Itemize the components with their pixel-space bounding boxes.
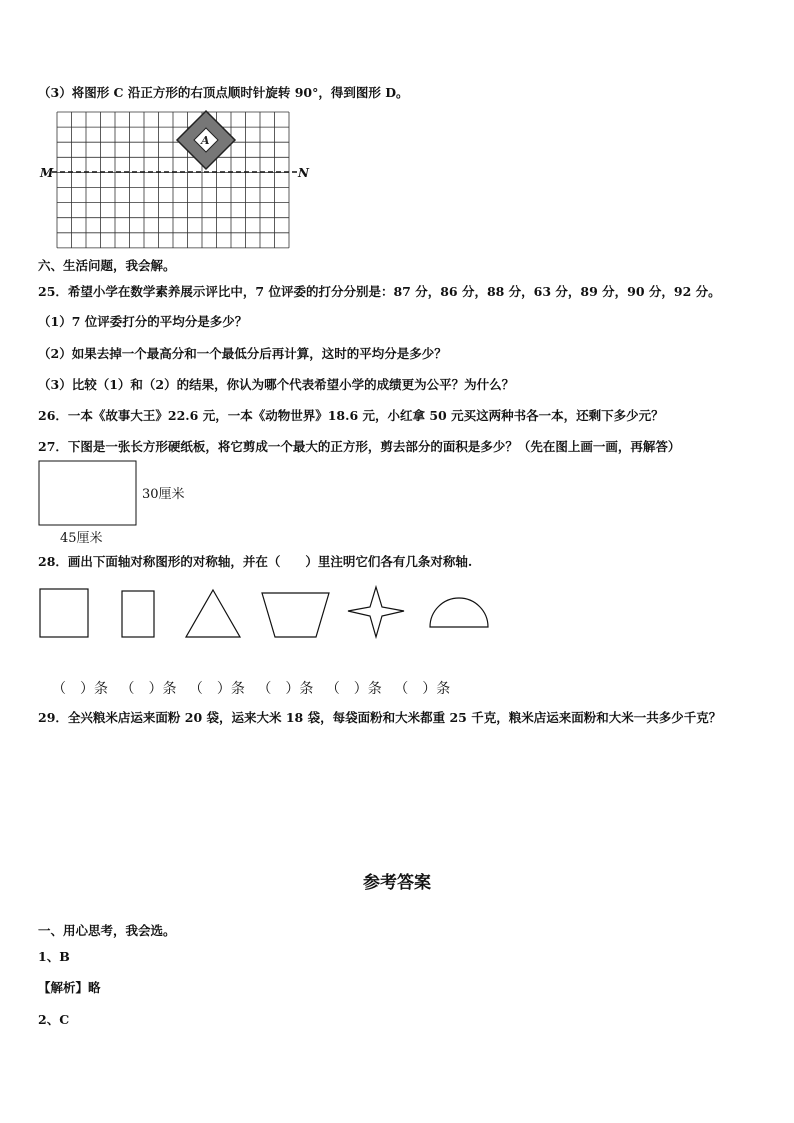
q25-part2: （2）如果去掉一个最高分和一个最低分后再计算，这时的平均分是多少？ [38,346,447,361]
q25-part1: （1）7 位评委打分的平均分是多少？ [38,314,248,329]
axis-count-row [52,678,458,698]
label-n: N [298,166,309,180]
q26-text: 26．一本《故事大王》22.6 元，一本《动物世界》18.6 元，小红拿 50 元买这两种书各一本，还剩下多少元？ [38,408,664,423]
answers-title: 参考答案 [363,873,431,893]
count-rectangle[interactable]: （ ）条 [120,681,177,697]
q3-part-text: （3）将图形 C 沿正方形的右顶点顺时针旋转 90°，得到图形 D。 [38,85,409,100]
count-semicircle[interactable]: （ ）条 [394,681,451,697]
shapes-row [38,585,508,645]
four-point-star-shape [348,587,404,637]
cardboard-rect [39,461,136,525]
answer-2: 2、C [38,1012,70,1027]
width-label: 45厘米 [60,531,103,546]
semicircle-shape [430,598,488,627]
rectangle-figure [38,460,208,550]
q25-text: 25．希望小学在数学素养展示评比中，7 位评委的打分分别是：87 分，86 分，88 分，63 分，89 分，90 分，92 分。 [38,284,721,299]
q27-text: 27．下图是一张长方形硬纸板，将它剪成一个最大的正方形，剪去部分的面积是多少？（先在图上画一画，再解答） [38,439,681,454]
trapezoid-shape [262,593,329,637]
grid-lines [57,112,289,248]
count-star[interactable]: （ ）条 [325,681,382,697]
q28-text: 28．画出下面轴对称图形的对称轴，并在（ ）里注明它们各有几条对称轴. [38,554,473,569]
section1-heading: 一、用心思考，我会选。 [38,923,176,938]
section6-heading: 六、生活问题，我会解。 [38,258,176,273]
q29-text: 29．全兴粮米店运来面粉 20 袋，运来大米 18 袋，每袋面粉和大米都重 25 千克，粮米店运来面粉和大米一共多少千克？ [38,710,722,725]
shape-label-a: A [201,134,210,147]
count-triangle[interactable]: （ ）条 [188,681,245,697]
count-trapezoid[interactable]: （ ）条 [257,681,314,697]
rectangle-shape [122,591,154,637]
grid-figure [40,110,309,250]
q25-part3: （3）比较（1）和（2）的结果，你认为哪个代表希望小学的成绩更为公平？为什么？ [38,377,515,392]
count-square[interactable]: （ ）条 [52,681,108,697]
label-m: M [40,166,54,180]
triangle-shape [186,590,240,637]
answer-1-analysis: 【解析】略 [38,980,101,995]
answer-1: 1、B [38,949,70,964]
height-label: 30厘米 [142,487,185,502]
square-shape [40,589,88,637]
